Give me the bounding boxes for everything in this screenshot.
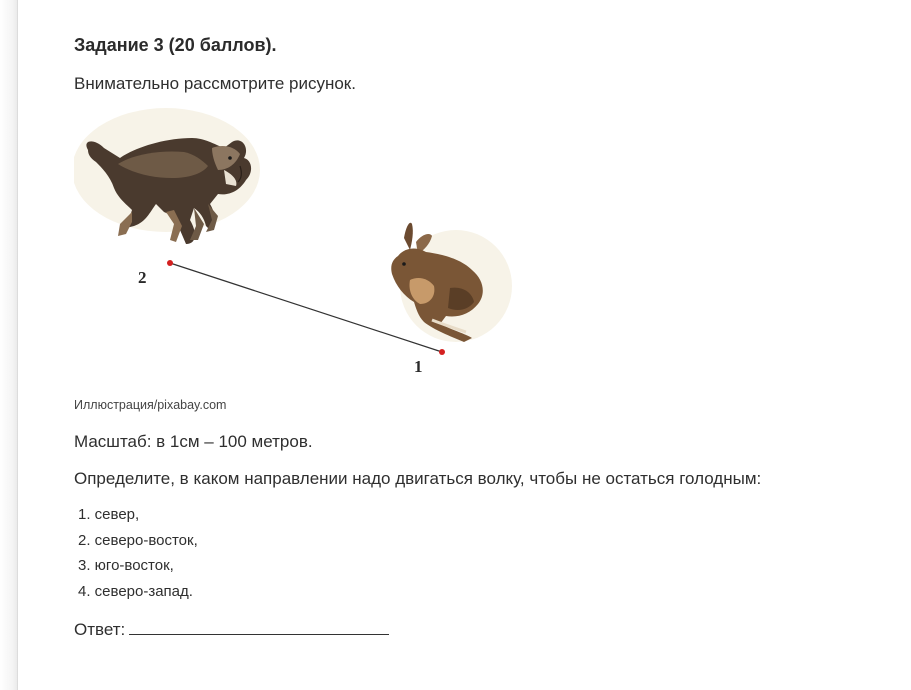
answer-blank-line[interactable]	[129, 618, 389, 635]
answer-row	[74, 618, 389, 640]
task-intro: Внимательно рассмотрите рисунок.	[74, 74, 356, 93]
point-end-label: 1	[414, 357, 423, 376]
option-item: 2. северо-восток,	[78, 531, 198, 549]
point-end-marker	[439, 349, 445, 355]
scale-text: Масштаб: в 1см – 100 метров.	[74, 432, 313, 451]
point-start-label: 2	[138, 268, 147, 287]
figure-credit: Иллюстрация/pixabay.com	[74, 398, 227, 412]
page-shadow	[0, 0, 18, 690]
point-start-marker	[167, 260, 173, 266]
hare-icon	[391, 223, 512, 342]
wolf-icon	[74, 108, 260, 244]
question-text: Определите, в каком направлении надо двигаться волку, чтобы не остаться голодным:	[74, 469, 762, 488]
page-edge	[17, 0, 18, 690]
option-item: 1. север,	[78, 506, 140, 523]
task-figure	[74, 108, 514, 383]
task-title: Задание 3 (20 баллов).	[74, 35, 277, 55]
options-list	[78, 505, 198, 607]
option-item: 4. северо-запад.	[78, 582, 193, 600]
answer-label: Ответ:	[74, 620, 126, 639]
option-item: 3. юго-восток,	[78, 557, 174, 574]
